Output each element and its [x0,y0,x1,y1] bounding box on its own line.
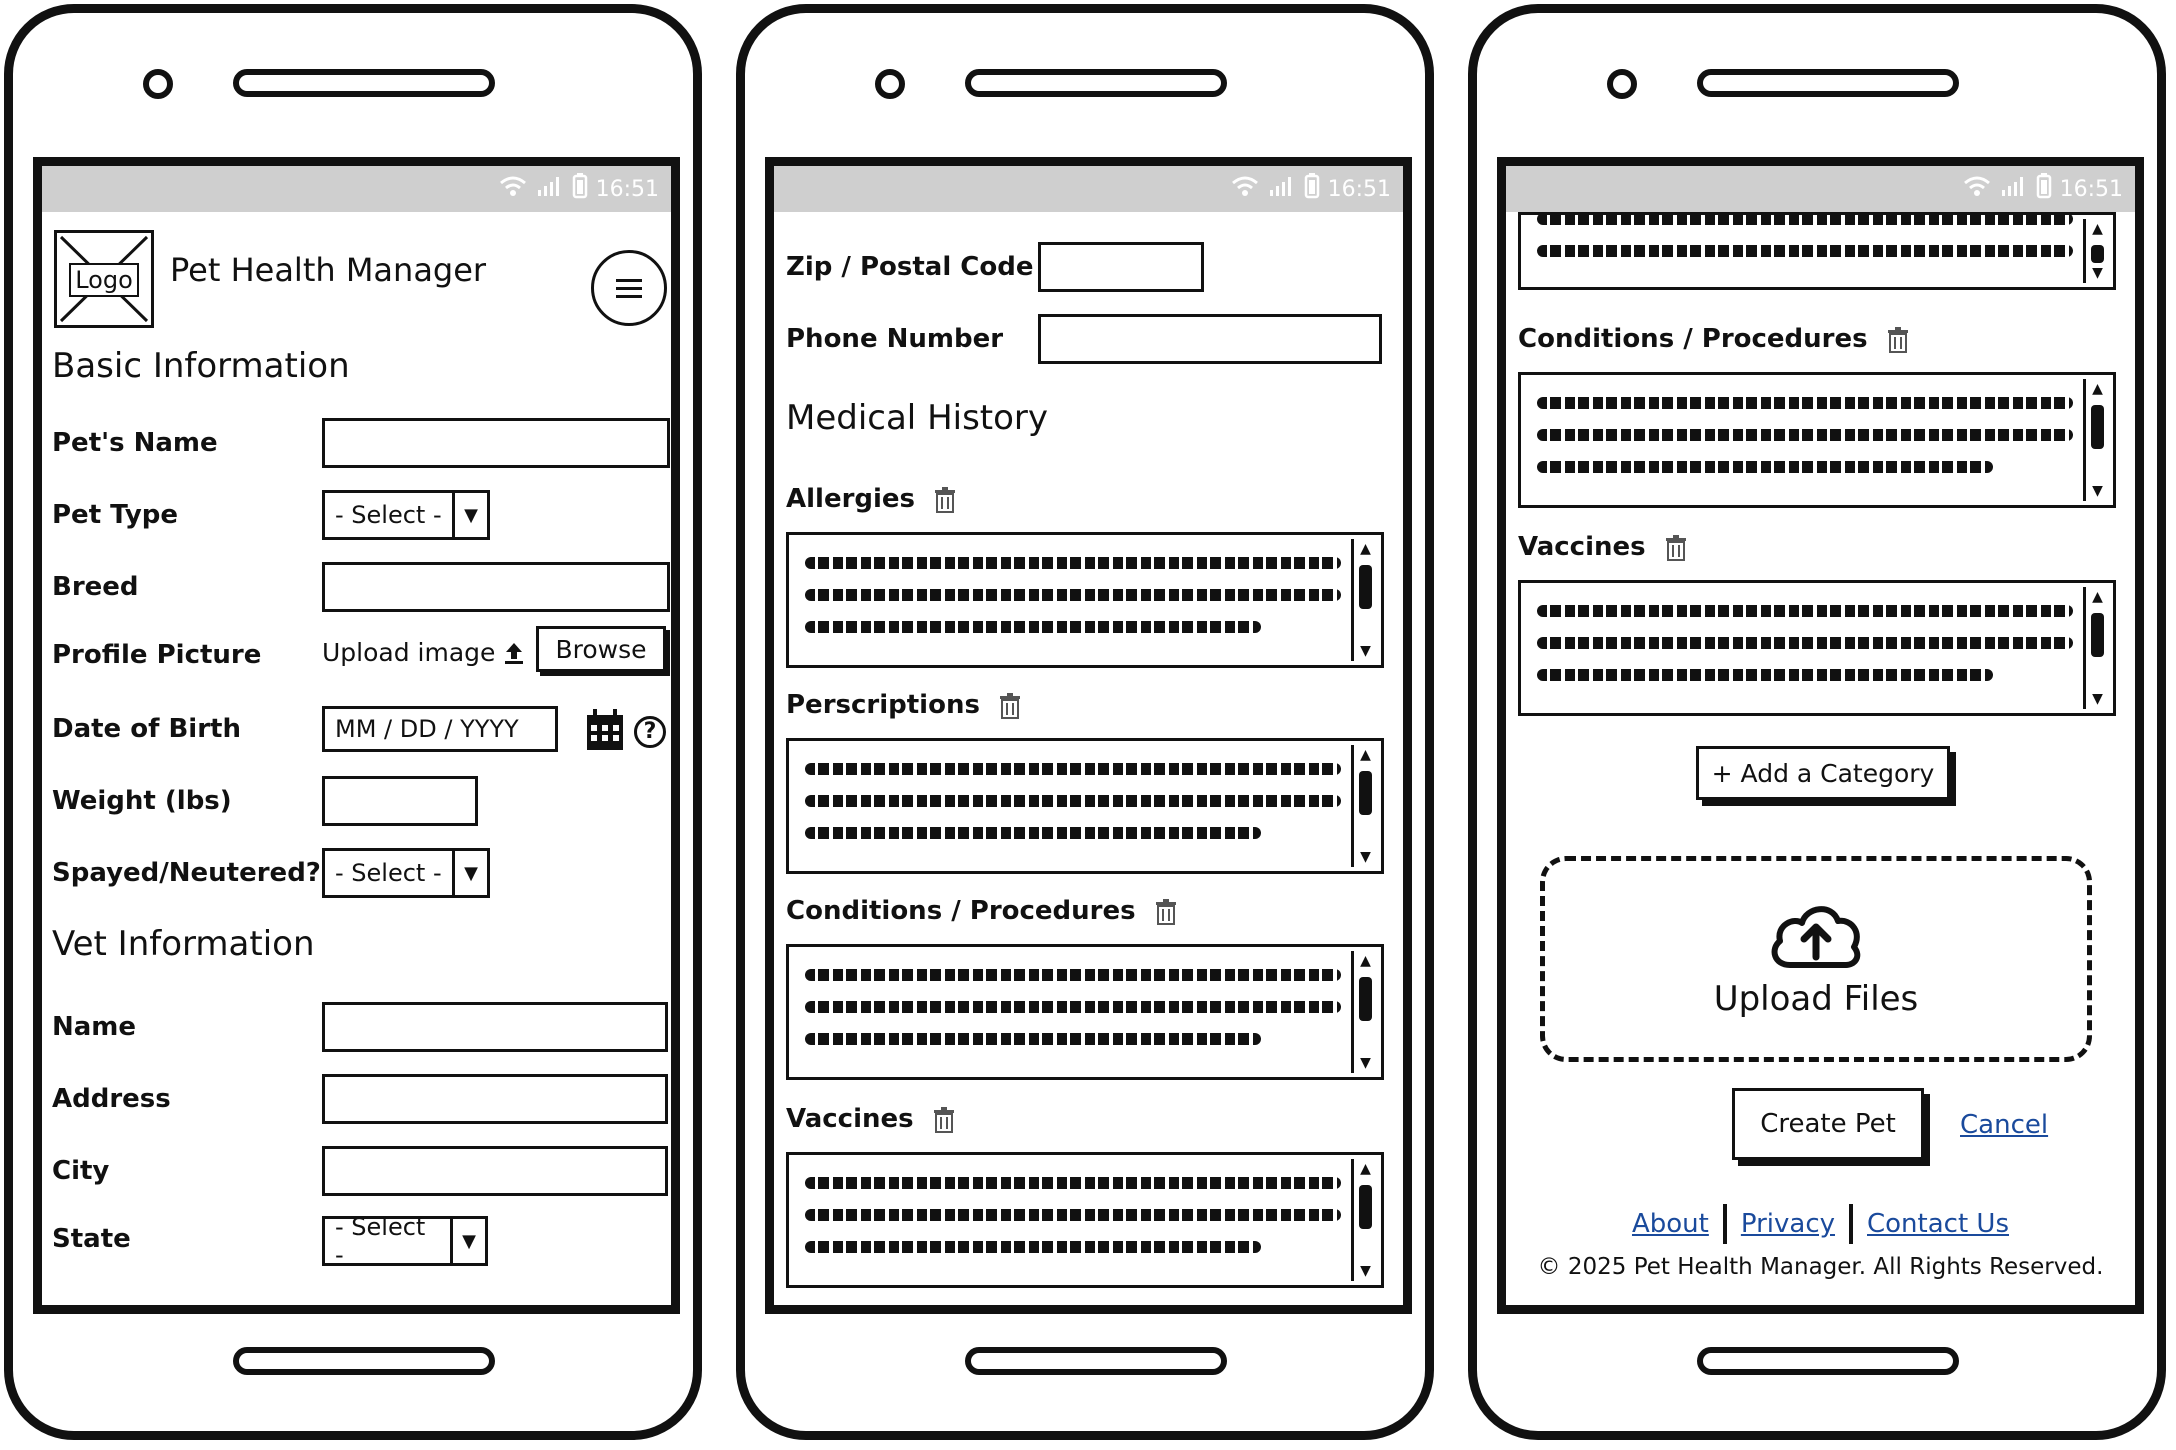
scribble-line [805,763,1341,775]
scribble-line [805,969,1341,981]
scribble-line [805,1001,1341,1013]
scribble-line [1537,669,1993,681]
hamburger-menu-button[interactable] [591,250,667,326]
trash-icon[interactable] [934,487,956,513]
privacy-link[interactable]: Privacy [1740,1209,1835,1239]
help-icon[interactable]: ? [634,716,666,748]
camera-dot [143,69,173,99]
scrollbar[interactable] [2083,587,2109,709]
scroll-up-arrow-icon[interactable]: ▲ [1360,747,1371,763]
trash-icon[interactable] [999,693,1021,719]
phone-frame-3 [1468,4,2166,1440]
phone-field[interactable] [1038,314,1382,364]
weight-label: Weight (lbs) [52,786,232,816]
scroll-down-arrow-icon[interactable]: ▼ [1360,849,1371,865]
upload-image-link[interactable] [322,638,525,667]
scribble-line [805,1209,1341,1221]
camera-dot [1607,69,1637,99]
scrollbar[interactable] [1351,539,1377,661]
trash-icon[interactable] [1155,899,1177,925]
browse-button[interactable]: Browse [536,626,666,672]
pets-name-label: Pet's Name [52,428,218,458]
dob-placeholder: MM / DD / YYYY [335,715,519,743]
logo-text: Logo [69,263,139,297]
breed-field[interactable] [322,562,670,612]
calendar-icon[interactable] [585,708,625,756]
weight-field[interactable] [322,776,478,826]
medical-history-heading: Medical History [786,398,1049,438]
status-time: 16:51 [2059,176,2123,202]
scroll-thumb[interactable] [1359,771,1372,815]
scroll-down-arrow-icon[interactable]: ▼ [2092,483,2103,499]
status-time: 16:51 [1327,176,1391,202]
vet-address-field[interactable] [322,1074,668,1124]
scrollbar[interactable] [1351,951,1377,1073]
cloud-upload-icon [1766,899,1866,971]
scrollbar[interactable] [1351,745,1377,867]
vet-city-field[interactable] [322,1146,668,1196]
cancel-link[interactable]: Cancel [1960,1110,2049,1140]
vet-state-label: State [52,1224,131,1254]
scroll-down-arrow-icon[interactable]: ▼ [2092,691,2103,707]
chevron-down-icon: ▼ [452,851,487,895]
scribble-line [1537,637,2073,649]
pet-type-label: Pet Type [52,500,179,530]
dob-field[interactable] [322,706,558,752]
wifi-icon [498,175,528,203]
prescriptions-textarea[interactable] [786,738,1384,874]
battery-icon [1304,173,1320,205]
scroll-up-arrow-icon[interactable]: ▲ [1360,541,1371,557]
scroll-down-arrow-icon[interactable]: ▼ [1360,643,1371,659]
pets-name-field[interactable] [322,418,670,468]
scroll-up-arrow-icon[interactable]: ▲ [1360,1161,1371,1177]
scribble-line [805,1177,1341,1189]
spayed-value: - Select - [335,859,442,887]
contact-link[interactable]: Contact Us [1867,1209,2009,1239]
prescriptions-label-text: Perscriptions [786,690,980,720]
trash-icon[interactable] [1665,535,1687,561]
home-bar [233,1347,495,1375]
footer-links [1506,1204,2135,1244]
scroll-up-arrow-icon[interactable]: ▲ [2092,589,2103,605]
scroll-thumb[interactable] [2091,245,2104,263]
screen-3 [1497,157,2144,1314]
speaker-slot [1697,69,1959,97]
profile-picture-label: Profile Picture [52,640,262,670]
scroll-thumb[interactable] [1359,1185,1372,1229]
status-time: 16:51 [595,176,659,202]
allergies-label-text: Allergies [786,484,916,514]
vaccines-label [786,1104,955,1134]
scroll-up-arrow-icon[interactable]: ▲ [2092,381,2103,397]
breed-label: Breed [52,572,139,602]
vet-name-label: Name [52,1012,137,1042]
vet-state-select[interactable] [322,1213,488,1269]
scribble-line [1537,245,2073,257]
footer-divider [1723,1204,1727,1244]
vet-address-label: Address [52,1084,171,1114]
chevron-down-icon: ▼ [450,1219,485,1263]
scribble-line [805,795,1341,807]
vet-name-field[interactable] [322,1002,668,1052]
prescriptions-textarea-continued[interactable] [1518,212,2116,290]
scroll-thumb[interactable] [1359,977,1372,1021]
home-bar [965,1347,1227,1375]
spayed-label: Spayed/Neutered? [52,858,321,888]
conditions-label-text: Conditions / Procedures [786,896,1136,926]
copyright-text: © 2025 Pet Health Manager. All Rights Reserved. [1537,1254,2104,1280]
conditions-label [1518,324,1909,354]
phone-frame-1 [4,4,702,1440]
pet-type-select[interactable] [322,490,490,540]
scribble-line [1537,461,1993,473]
scroll-down-arrow-icon[interactable]: ▼ [1360,1055,1371,1071]
scribble-line [805,557,1341,569]
scribble-line [805,589,1341,601]
scroll-down-arrow-icon[interactable]: ▼ [2092,265,2103,281]
scribble-line [1537,213,2073,225]
hamburger-menu-icon [616,277,642,299]
battery-icon [2036,173,2052,205]
scroll-up-arrow-icon[interactable]: ▲ [2092,221,2103,237]
signal-icon [1268,175,1296,203]
about-link[interactable]: About [1631,1209,1709,1239]
zip-field[interactable] [1038,242,1204,292]
vet-city-label: City [52,1156,110,1186]
footer-divider [1849,1204,1853,1244]
screen-1 [33,157,680,1314]
scribble-line [805,1033,1261,1045]
scroll-thumb[interactable] [1359,565,1372,609]
wifi-icon [1230,175,1260,203]
vaccines-textarea[interactable] [1518,580,2116,716]
home-bar [1697,1347,1959,1375]
allergies-label [786,484,956,514]
phone-label: Phone Number [786,324,1004,354]
trash-icon[interactable] [1887,327,1909,353]
vaccines-textarea[interactable] [786,1152,1384,1288]
create-pet-button[interactable]: Create Pet [1732,1088,1924,1160]
vaccines-label-text: Vaccines [786,1104,914,1134]
allergies-textarea[interactable] [786,532,1384,668]
scroll-up-arrow-icon[interactable]: ▲ [1360,953,1371,969]
conditions-textarea[interactable] [1518,372,2116,508]
status-bar [774,166,1403,212]
vaccines-label-text: Vaccines [1518,532,1646,562]
vaccines-label [1518,532,1687,562]
speaker-slot [965,69,1227,97]
camera-dot [875,69,905,99]
dob-label: Date of Birth [52,714,241,744]
app-title: Pet Health Manager [170,251,487,289]
scrollbar[interactable] [2083,219,2109,283]
upload-files-text: Upload Files [1713,979,1919,1019]
pet-type-value: - Select - [335,501,442,529]
scrollbar[interactable] [1351,1159,1377,1281]
battery-icon [572,173,588,205]
status-bar [1506,166,2135,212]
upload-image-text: Upload image [322,638,496,667]
scribble-line [805,827,1261,839]
signal-icon [2000,175,2028,203]
signal-icon [536,175,564,203]
screen-2 [765,157,1412,1314]
zip-label: Zip / Postal Code [786,252,1034,282]
add-category-button[interactable]: + Add a Category [1696,746,1950,800]
vet-info-heading: Vet Information [52,924,315,964]
phone-frame-2 [736,4,1434,1440]
scroll-thumb[interactable] [2091,613,2104,657]
prescriptions-label [786,690,1021,720]
scrollbar[interactable] [2083,379,2109,501]
scribble-line [805,1241,1261,1253]
upload-arrow-icon [503,641,525,665]
vet-state-value: - Select - [335,1213,426,1269]
scribble-line [805,621,1261,633]
conditions-textarea[interactable] [786,944,1384,1080]
speaker-slot [233,69,495,97]
scroll-thumb[interactable] [2091,405,2104,449]
spayed-select[interactable] [322,848,490,898]
upload-files-dropzone[interactable] [1540,856,2092,1062]
scribble-line [1537,429,2073,441]
basic-info-heading: Basic Information [52,346,350,386]
scroll-down-arrow-icon[interactable]: ▼ [1360,1263,1371,1279]
scribble-line [1537,397,2073,409]
chevron-down-icon: ▼ [452,493,487,537]
logo [54,230,154,328]
trash-icon[interactable] [933,1107,955,1133]
conditions-label-text: Conditions / Procedures [1518,324,1868,354]
conditions-label [786,896,1177,926]
wifi-icon [1962,175,1992,203]
status-bar [42,166,671,212]
scribble-line [1537,605,2073,617]
